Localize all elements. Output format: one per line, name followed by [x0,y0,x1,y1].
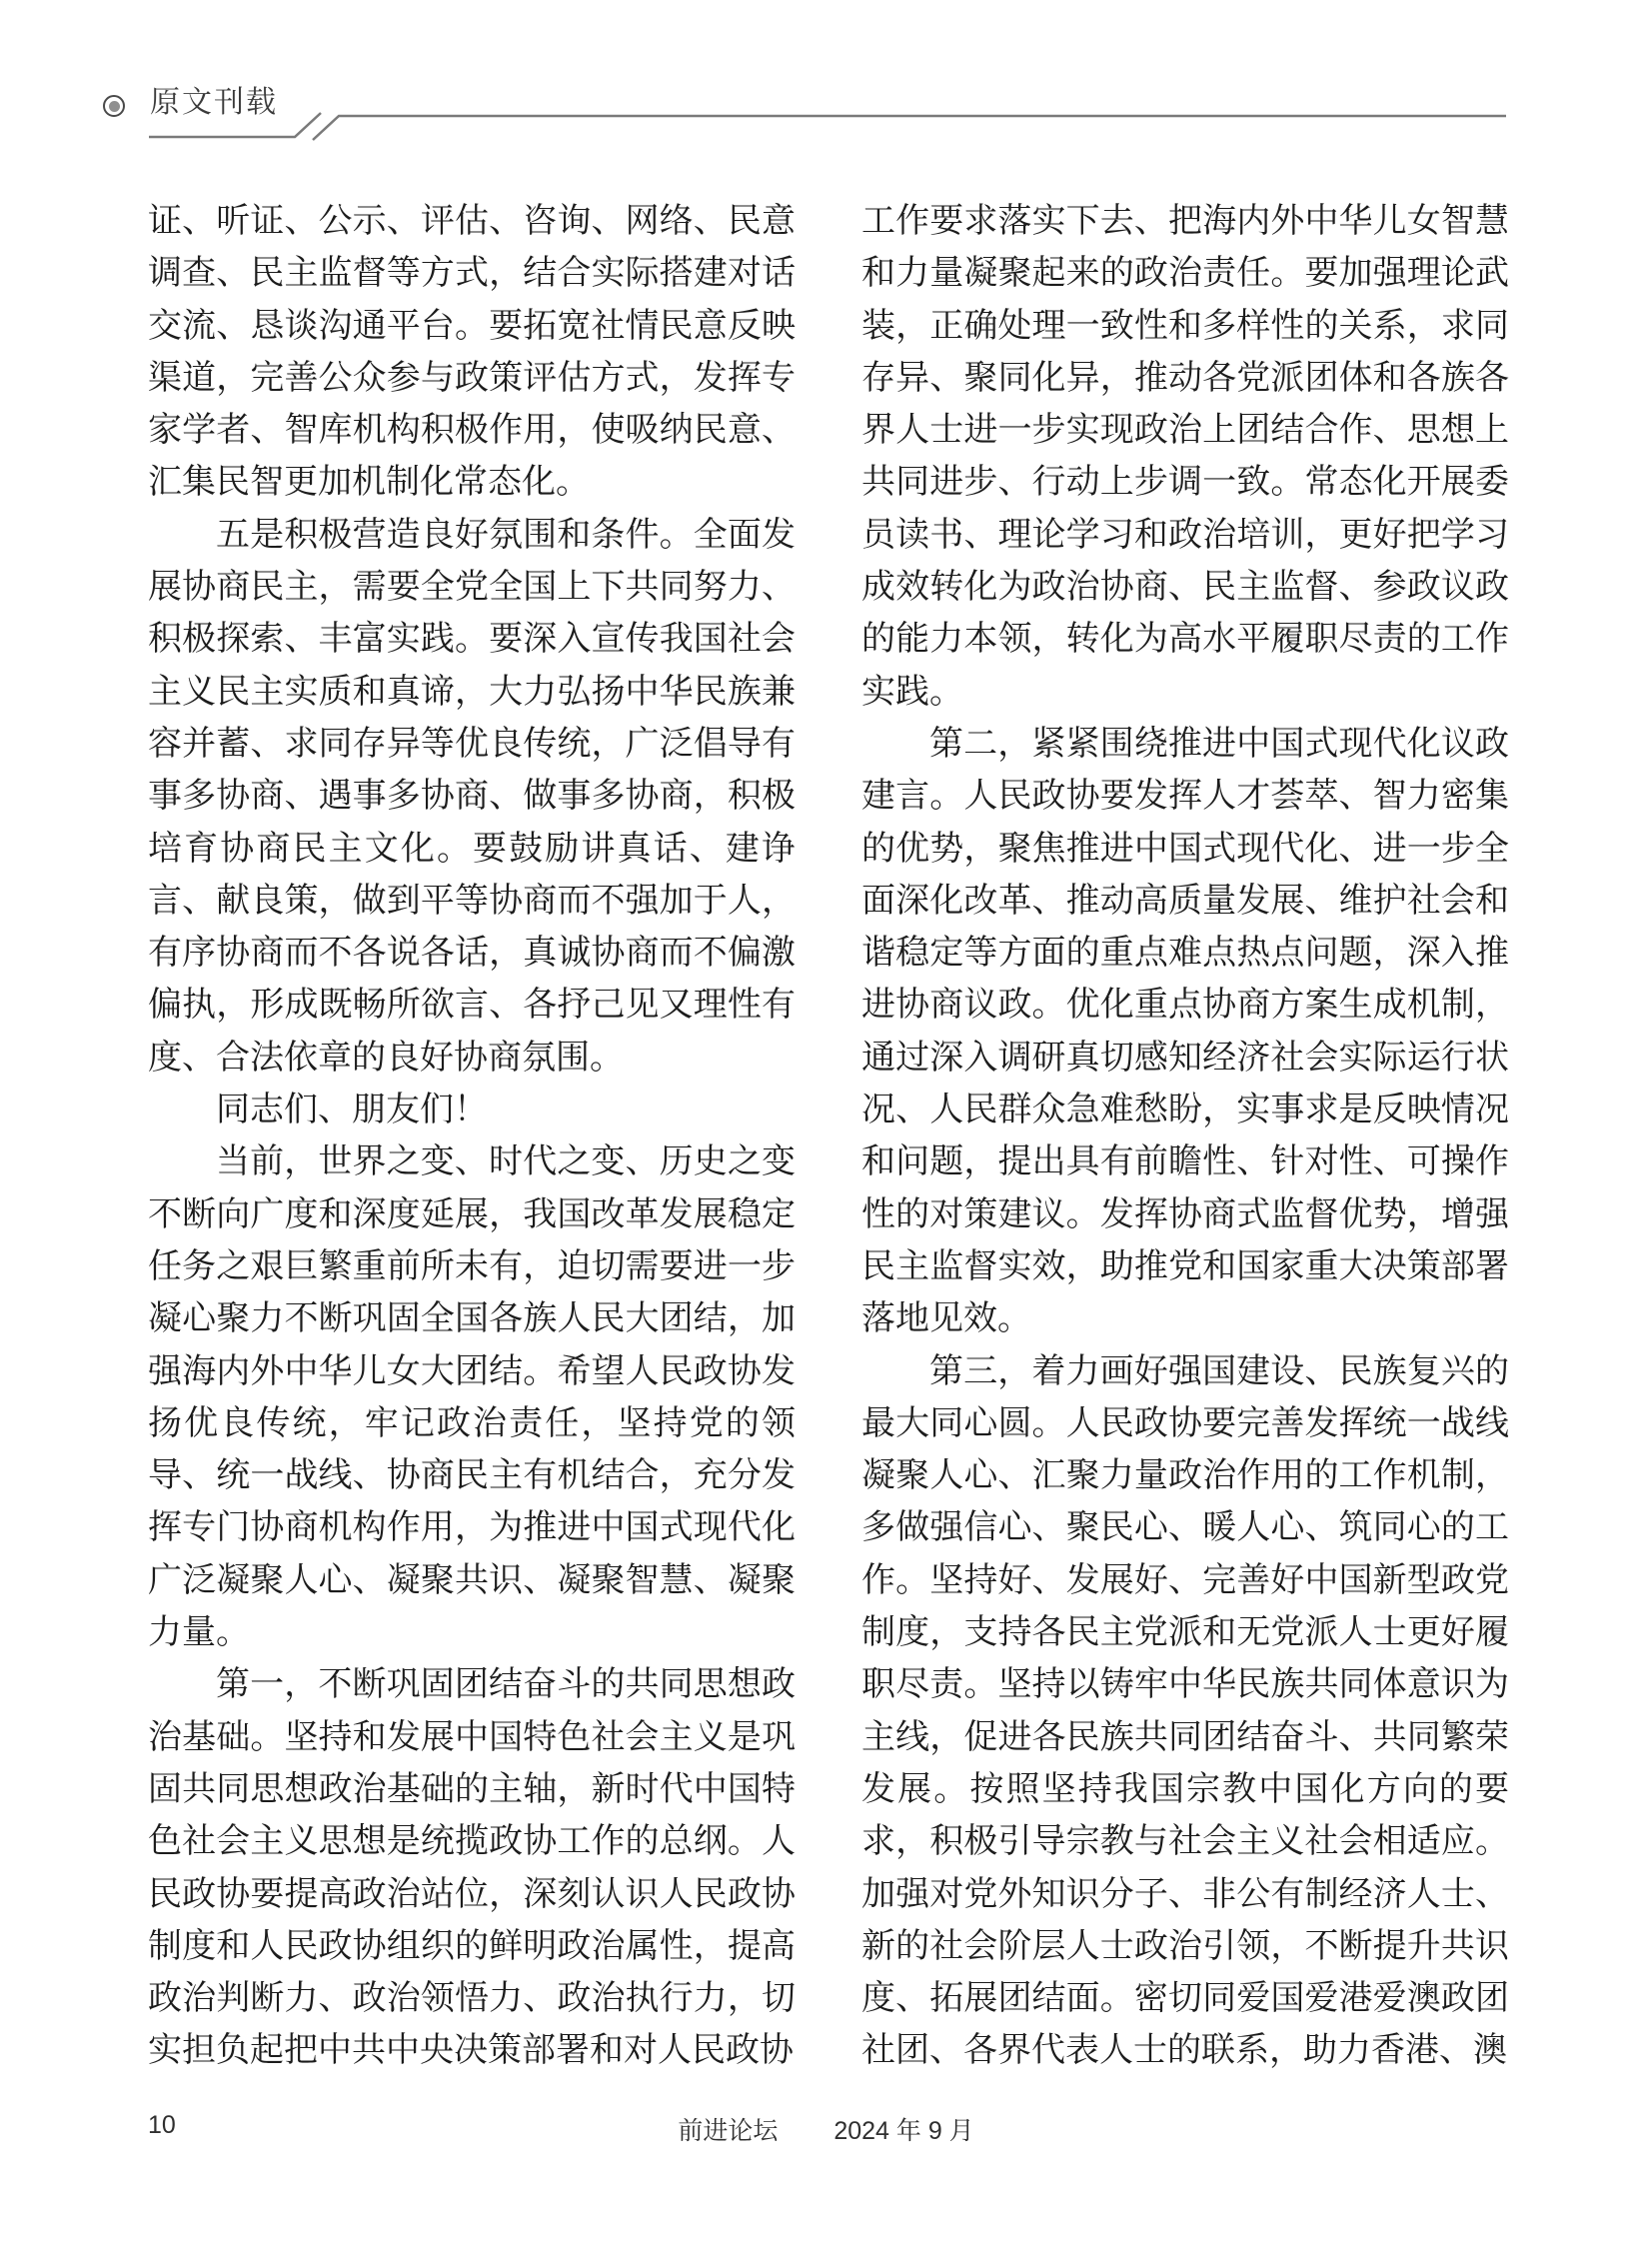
article-body [148,196,1509,2078]
body-paragraph: 同志们、朋友们！ [216,1092,488,1129]
body-paragraph: 当前，世界之变、时代之变、历史之变不断向广度和深度延展，我国改革发展稳定任务之艰巨繁重前所未有，迫切需要进一步凝心聚力不断巩固全国各族人民大团结，加强海内外中华儿女大团结。希望人民政协发扬优良传统，牢记政治责任，坚持党的领导、统一战线、协商民主有机结合，充分发挥专门协商机构作用，为推进中国式现代化广泛凝聚人心、凝聚共识、凝聚智慧、凝聚力量。 [148,1143,796,1652]
body-paragraph: 工作要求落实下去、把海内外中华儿女智慧和力量凝聚起来的政治责任。要加强理论武装，正确处理一致性和多样性的关系，求同存异、聚同化异，推动各党派团体和各族各界人士进一步实现政治上团结合作、思想上共同进步、行动上步调一致。常态化开展委员读书、理论学习和政治培训，更好把学习成效转化为政治协商、民主监督、参政议政的能力本领，转化为高水平履职尽责的工作实践。 [861,203,1509,711]
body-paragraph: 证、听证、公示、评估、咨询、网络、民意调查、民主监督等方式，结合实际搭建对话交流、恳谈沟通平台。要拓宽社情民意反映渠道，完善公众参与政策评估方式，发挥专家学者、智库机构积极作用，使吸纳民意、汇集民智更加机制化常态化。 [148,203,796,502]
page-number: 10 [148,2111,176,2139]
column-left [148,196,796,2078]
journal-name: 前进论坛 [678,2117,779,2145]
page-header [0,0,1652,160]
page-footer [0,2107,1652,2151]
column-right [861,196,1509,2078]
body-paragraph: 第一，不断巩固团结奋斗的共同思想政治基础。坚持和发展中国特色社会主义是巩固共同思想政治基础的主轴，新时代中国特色社会主义思想是统揽政协工作的总纲。人民政协要提高政治站位，深刻认识人民政协制度和人民政协组织的鲜明政治属性，提高政治判断力、政治领悟力、政治执行力，切实担负起把中共中央决策部署和对人民政协 [148,1666,796,2070]
body-paragraph: 第三，着力画好强国建设、民族复兴的最大同心圆。人民政协要完善发挥统一战线凝聚人心、汇聚力量政治作用的工作机制，多做强信心、聚民心、暖人心、筑同心的工作。坚持好、发展好、完善好中国新型政党制度，支持各民主党派和无党派人士更好履职尽责。坚持以铸牢中华民族共同体意识为主线，促进各民族共同团结奋斗、共同繁荣发展。按照坚持我国宗教中国化方向的要求，积极引导宗教与社会主义社会相适应。加强对党外知识分子、非公有制经济人士、新的社会阶层人士政治引领，不断提升共识度、拓展团结面。密切同爱国爱港爱澳政团社团、各界代表人士的联系，助力香港、澳 [861,1352,1509,2070]
body-paragraph: 第二，紧紧围绕推进中国式现代化议政建言。人民政协要发挥人才荟萃、智力密集的优势，聚焦推进中国式现代化、进一步全面深化改革、推动高质量发展、维护社会和谐稳定等方面的重点难点热点问题，深入推进协商议政。优化重点协商方案生成机制，通过深入调研真切感知经济社会实际运行状况、人民群众急难愁盼，实事求是反映情况和问题，提出具有前瞻性、针对性、可操作性的对策建议。发挥协商式监督优势，增强民主监督实效，助推党和国家重大决策部署落地见效。 [861,725,1509,1338]
footer-center-group [0,2111,1652,2147]
issue-date: 2024 年 9 月 [833,2117,974,2145]
header-rule-decoration [0,0,1652,160]
body-paragraph: 五是积极营造良好氛围和条件。全面发展协商民主，需要全党全国上下共同努力、积极探索、丰富实践。要深入宣传我国社会主义民主实质和真谛，大力弘扬中华民族兼容并蓄、求同存异等优良传统，广泛倡导有事多协商、遇事多协商、做事多协商，积极培育协商民主文化。要鼓励讲真话、建诤言、献良策，做到平等协商而不强加于人，有序协商而不各说各话，真诚协商而不偏激偏执，形成既畅所欲言、各抒己见又理性有度、合法依章的良好协商氛围。 [148,516,796,1077]
section-title: 原文刊载 [150,86,278,119]
